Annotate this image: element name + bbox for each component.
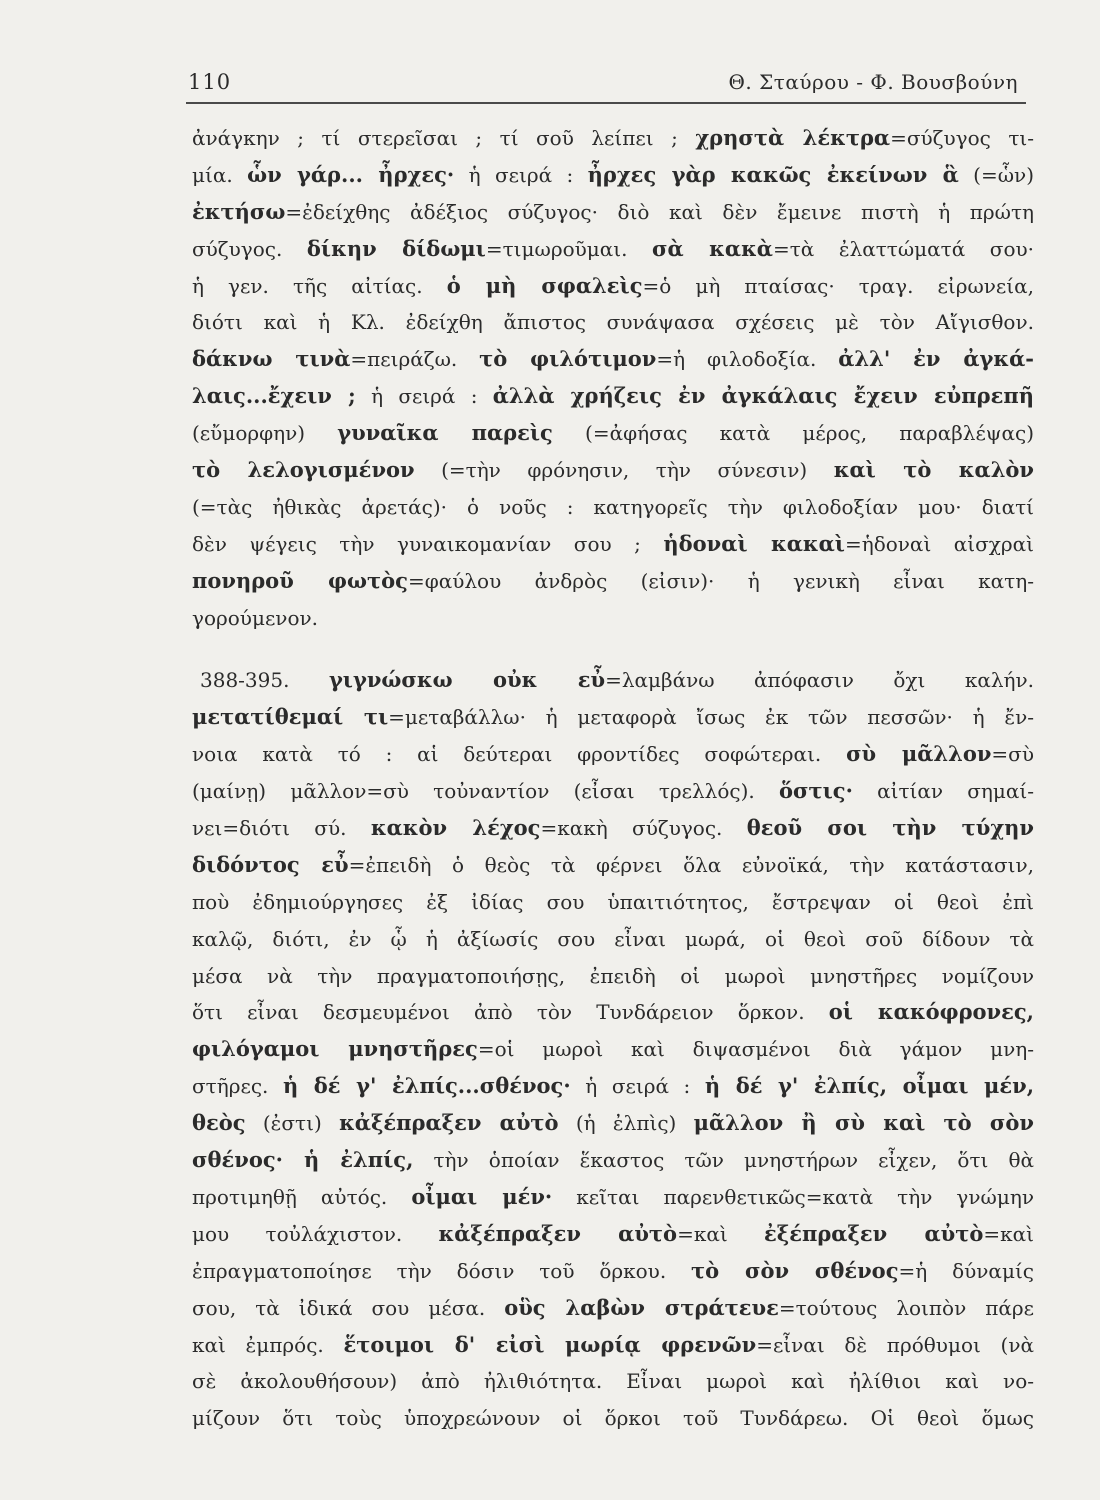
paragraph-gap (192, 636, 1034, 662)
gloss-text: ἡ σειρά : (355, 384, 493, 409)
gloss-text: στῆρες. (192, 1074, 283, 1099)
gloss-text: =τούτους λοιπὸν πάρε (778, 1295, 1034, 1320)
gloss-text: (=τὰς ἠθικὰς ἀρετάς)· ὁ νοῦς : κατηγορεῖς τὴν φιλοδοξίαν μου· διατί (192, 494, 1034, 519)
lemma-term: ἐκτήσω (192, 198, 286, 224)
text-line (192, 231, 1034, 268)
gloss-text: μου τοὐλάχιστον. (192, 1221, 439, 1246)
lemma-term: ἕτοιμοι δ' εἰσὶ μωρίᾳ φρενῶν (343, 1331, 757, 1357)
text-line (192, 699, 1034, 736)
gloss-text: =καὶ (983, 1221, 1034, 1246)
lemma-term: ἡ δέ γ' ἐλπίς, οἶμαι μέν, (704, 1073, 1034, 1099)
gloss-text: (=ὧν) (958, 162, 1034, 187)
gloss-text: ποὺ ἐδημιούργησες ἐξ ἰδίας σου ὑπαιτιότητος, ἔστρεψαν οἱ θεοὶ ἐπὶ (192, 889, 1034, 914)
lemma-term: λαις...ἔχειν ; (192, 383, 356, 409)
gloss-text: καὶ ἐμπρός. (192, 1332, 344, 1357)
gloss-text: (εὔμορφην) (192, 421, 338, 446)
gloss-text: ἡ σειρά : (570, 1074, 705, 1099)
text-line (192, 489, 1034, 526)
gloss-text: ἡ γεν. τῆς αἰτίας. (192, 273, 447, 298)
lemma-term: γυναῖκα παρεὶς (337, 420, 553, 446)
lemma-term: κἀξέπραξεν αὐτὸ (438, 1220, 678, 1246)
text-line (192, 120, 1034, 157)
lemma-term: ὅστις· (779, 778, 853, 804)
text-line (192, 378, 1034, 415)
lemma-term: ὁ μὴ σφαλεὶς (446, 272, 643, 298)
lemma-term: θεοῦ σοι τὴν τύχην (746, 815, 1034, 841)
gloss-text: =ἡ φιλοδοξία. (656, 347, 839, 372)
lemma-term: σὺ μᾶλλον (846, 741, 992, 767)
lemma-term: σθένος· ἡ ἐλπίς, (192, 1147, 414, 1173)
gloss-text: =φαύλου ἀνδρὸς (εἰσιν)· ἡ γενικὴ εἶναι κατη- (407, 568, 1034, 593)
lemma-term: οἱ κακόφρονες, (828, 999, 1034, 1025)
text-line (192, 884, 1034, 921)
lemma-term: φιλόγαμοι μνηστῆρες (192, 1036, 478, 1062)
lemma-term: γιγνώσκω οὐκ εὖ (328, 667, 606, 693)
text-line (192, 600, 1034, 637)
lemma-term: ἡ δέ γ' ἐλπίς...σθένος· (282, 1073, 571, 1099)
text-line (192, 563, 1034, 600)
gloss-text: διότι καὶ ἡ Κλ. ἐδείχθη ἄπιστος συνάψασα σχέσεις μὲ τὸν Αἴγισθον. (192, 310, 1034, 335)
gloss-text: =ὁ μὴ πταίσας· τραγ. εἰρωνεία, (642, 273, 1034, 298)
gloss-text: γορούμενον. (192, 605, 319, 630)
gloss-text: =σὺ (991, 742, 1034, 767)
lemma-term: χρηστὰ λέκτρα (695, 125, 891, 150)
gloss-text: ὅτι εἶναι δεσμευμένοι ἀπὸ τὸν Τυνδάρειον ὅρκον. (192, 1000, 829, 1025)
text-line (192, 921, 1034, 958)
lemma-term: κἀξέπραξεν αὐτὸ (339, 1110, 559, 1136)
gloss-text: (=ἀφήσας κατὰ μέρος, παραβλέψας) (552, 421, 1034, 446)
lemma-term: οἶμαι μέν· (411, 1183, 553, 1209)
gloss-text: =σύζυγος τι- (890, 126, 1034, 150)
lemma-term: μετατίθεμαί τι (192, 704, 389, 730)
gloss-text: ἐπραγματοποίησε τὴν δόσιν τοῦ ὅρκου. (192, 1258, 692, 1283)
lemma-term: ἦρχες γὰρ κακῶς ἐκείνων ἃ (587, 161, 959, 187)
text-line (192, 452, 1034, 489)
gloss-text: =μεταβάλλω· ἡ μεταφορὰ ἴσως ἐκ τῶν πεσσῶν· ἡ ἔν- (388, 705, 1034, 730)
header-rule (186, 102, 1026, 104)
text-line (192, 526, 1034, 563)
text-line (192, 157, 1034, 194)
text-line (192, 847, 1034, 884)
text-line (192, 773, 1034, 810)
gloss-text: =ἐδείχθης ἀδέξιος σύζυγος· διὸ καὶ δὲν ἔμεινε πιστὴ ἡ πρώτη (285, 199, 1034, 224)
gloss-text: (μαίνῃ) μᾶλλον=σὺ τοὐναντίον (εἶσαι τρελλός). (192, 779, 779, 804)
gloss-text: =οἱ μωροὶ καὶ διψασμένοι διὰ γάμον μνη- (477, 1037, 1034, 1062)
text-line (192, 1179, 1034, 1216)
gloss-text: =καὶ (677, 1221, 764, 1246)
text-line (192, 1290, 1034, 1327)
text-line (192, 736, 1034, 773)
lemma-term: καὶ τὸ καλὸν (833, 457, 1034, 483)
text-line (192, 1216, 1034, 1253)
lemma-term: μᾶλλον ἢ σὺ καὶ τὸ σὸν (693, 1110, 1034, 1136)
text-line (192, 1327, 1034, 1364)
gloss-text: τὴν ὁποίαν ἕκαστος τῶν μνηστήρων εἶχεν, ὅτι θὰ (413, 1148, 1034, 1173)
text-line (192, 1068, 1034, 1105)
gloss-text: νοια κατὰ τό : αἱ δεύτεραι φροντίδες σοφώτεραι. (192, 742, 847, 767)
gloss-text: μία. (192, 162, 248, 187)
lemma-term: ὧν γάρ... ἦρχες· (247, 161, 455, 187)
lemma-term: διδόντος εὖ (192, 851, 349, 877)
gloss-text: =ἐπειδὴ ὁ θεὸς τὰ φέρνει ὅλα εὐνοϊκά, τὴν κατάστασιν, (348, 852, 1034, 877)
lemma-term: θεὸς (192, 1110, 246, 1136)
gloss-text: καλῷ, διότι, ἐν ᾧ ἡ ἀξίωσίς σου εἶναι μωρά, οἱ θεοὶ σοῦ δίδουν τὰ (192, 926, 1034, 951)
lemma-term: τὸ φιλότιμον (479, 346, 657, 372)
text-line (192, 304, 1034, 341)
lemma-term: πονηροῦ φωτὸς (192, 567, 408, 593)
page-header (186, 64, 1026, 104)
text-line (192, 662, 1034, 699)
lemma-term: τὸ σὸν σθένος (691, 1257, 899, 1283)
gloss-text: ἀνάγκην ; τί στερεῖσαι ; τί σοῦ λείπει ; (192, 126, 696, 150)
gloss-text: κεῖται παρενθετικῶς=κατὰ τὴν γνώμην (552, 1184, 1034, 1209)
lemma-term: κακὸν λέχος (370, 815, 541, 841)
gloss-text: =εἶναι δὲ πρόθυμοι (νὰ (756, 1332, 1034, 1357)
text-line (192, 1363, 1034, 1400)
lemma-term: οὓς λαβὼν στράτευε (504, 1294, 779, 1320)
text-line (192, 1142, 1034, 1179)
lemma-term: ἐξέπραξεν αὐτὸ (764, 1220, 984, 1246)
gloss-text: =τιμωροῦμαι. (485, 236, 653, 261)
gloss-text: μίζουν ὅτι τοὺς ὑποχρεώνουν οἱ ὅρκοι τοῦ Τυνδάρεω. Οἱ θεοὶ ὅμως (192, 1406, 1034, 1431)
lemma-term: δίκην δίδωμι (306, 235, 486, 261)
text-line (192, 194, 1034, 231)
text-line (192, 341, 1034, 378)
gloss-text: προτιμηθῇ αὐτός. (192, 1184, 412, 1209)
gloss-text: σύζυγος. (192, 236, 307, 261)
lemma-term: σὰ κακὰ (652, 235, 773, 261)
gloss-text: σὲ ἀκολουθήσουν) ἀπὸ ἠλιθιότητα. Εἶναι μωροὶ καὶ ἠλίθιοι καὶ νο- (192, 1369, 1034, 1394)
gloss-text: (ἐστι) (245, 1111, 340, 1136)
gloss-text: σου, τὰ ἰδικά σου μέσα. (192, 1295, 505, 1320)
gloss-text: =τὰ ἐλαττώματά σου· (772, 236, 1034, 261)
lemma-term: ἡδοναὶ κακαὶ (663, 530, 845, 556)
body-text (192, 120, 1034, 1437)
gloss-text: =λαμβάνω ἀπόφασιν ὄχι καλήν. (605, 668, 1034, 693)
running-head: Θ. Σταύρου - Φ. Βουσβούνη (728, 70, 1018, 94)
gloss-text: 388-395. (200, 668, 329, 693)
gloss-text: =πειράζω. (350, 347, 480, 372)
text-line (192, 1253, 1034, 1290)
gloss-text: νει=διότι σύ. (192, 816, 371, 841)
gloss-text: (=τὴν φρόνησιν, τὴν σύνεσιν) (414, 458, 834, 483)
lemma-term: τὸ λελογισμένον (192, 457, 415, 483)
gloss-text: δὲν ψέγεις τὴν γυναικομανίαν σου ; (192, 531, 664, 556)
lemma-term: ἀλλ' ἐν ἀγκά- (838, 346, 1034, 372)
gloss-text: ἡ σειρά : (454, 162, 588, 187)
gloss-text: =ἡδοναὶ αἰσχραὶ (844, 531, 1034, 556)
page-number: 110 (188, 70, 232, 94)
gloss-text: μέσα νὰ τὴν πραγματοποιήσῃς, ἐπειδὴ οἱ μωροὶ μνηστῆρες νομίζουν (192, 963, 1034, 988)
text-line (192, 1105, 1034, 1142)
gloss-text: αἰτίαν σημαί- (852, 779, 1034, 804)
text-line (192, 1400, 1034, 1437)
text-line (192, 810, 1034, 847)
text-line (192, 994, 1034, 1031)
lemma-term: ἀλλὰ χρήζεις ἐν ἀγκάλαις ἔχειν εὐπρεπῆ (492, 383, 1034, 409)
gloss-text: =ἡ δύναμίς (898, 1258, 1034, 1283)
text-line (192, 415, 1034, 452)
text-line (192, 1031, 1034, 1068)
text-line (192, 958, 1034, 995)
lemma-term: δάκνω τινὰ (192, 346, 351, 372)
text-line (192, 268, 1034, 305)
gloss-text: =κακὴ σύζυγος. (540, 816, 747, 841)
gloss-text: (ἡ ἐλπὶς) (558, 1111, 694, 1136)
